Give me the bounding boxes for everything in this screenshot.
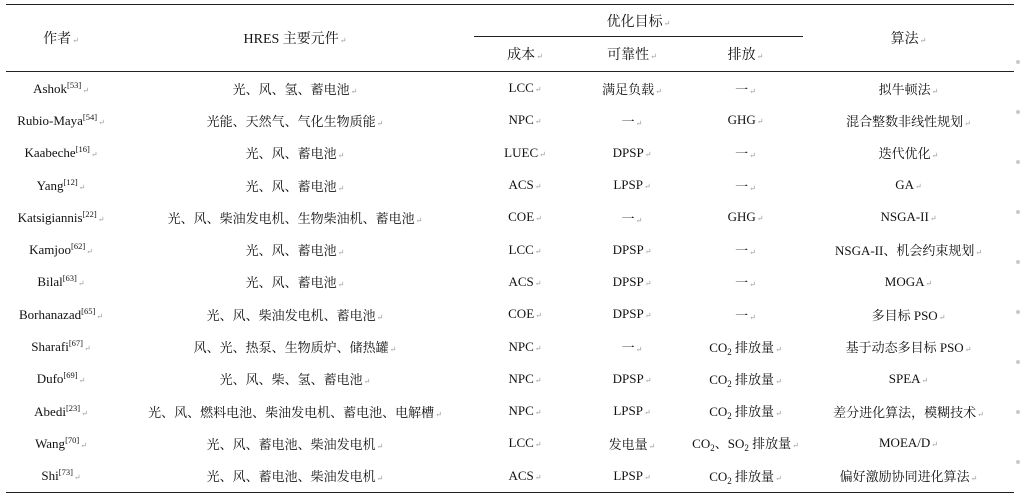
cell-reliability bbox=[576, 298, 688, 330]
algorithm-text: MOEA/D bbox=[879, 435, 931, 451]
paragraph-mark-icon: ↵ bbox=[931, 86, 939, 96]
table-row bbox=[6, 104, 1014, 136]
emission-text: 一 bbox=[735, 275, 749, 291]
components-text: 光、风、蓄电池 bbox=[245, 275, 337, 291]
paragraph-mark-icon: ↵ bbox=[644, 149, 652, 159]
paragraph-mark-icon: ↵ bbox=[534, 85, 542, 95]
emission-text: 一 bbox=[735, 178, 749, 194]
cell-emission bbox=[688, 104, 803, 136]
cell-cost bbox=[474, 169, 576, 201]
paragraph-mark-icon: ↵ bbox=[376, 474, 384, 484]
paragraph-mark-icon: ↵ bbox=[938, 312, 946, 322]
reliability-text: DPSP bbox=[612, 370, 644, 386]
paragraph-mark-icon: ↵ bbox=[775, 376, 782, 386]
paragraph-mark-icon: ↵ bbox=[72, 36, 79, 45]
table-row bbox=[6, 72, 1014, 105]
reliability-text: DPSP bbox=[612, 306, 644, 322]
page-edge-marks bbox=[1014, 0, 1024, 500]
cell-cost bbox=[474, 427, 576, 459]
emission-text: $CO_2$ 排放量 bbox=[709, 339, 775, 357]
paragraph-mark-icon: ↵ bbox=[337, 280, 345, 290]
citation-ref: [70] bbox=[65, 434, 80, 445]
paragraph-mark-icon: ↵ bbox=[644, 311, 652, 321]
paragraph-mark-icon: ↵ bbox=[635, 215, 643, 225]
cell-cost bbox=[474, 72, 576, 105]
paragraph-mark-icon: ↵ bbox=[663, 18, 671, 28]
cell-author: Rubio-Maya[54]↵ bbox=[17, 111, 105, 128]
cost-text: NPC bbox=[508, 403, 534, 419]
cost-text: NPC bbox=[508, 370, 534, 386]
edge-dot-icon bbox=[1016, 260, 1020, 264]
cell-algorithm bbox=[803, 266, 1014, 298]
paragraph-mark-icon: ↵ bbox=[643, 472, 651, 482]
cell-cost bbox=[474, 104, 576, 136]
emission-text: $CO_2$ 排放量 bbox=[709, 371, 775, 389]
reliability-text: 一 bbox=[621, 210, 635, 226]
paragraph-mark-icon: ↵ bbox=[775, 473, 782, 483]
cell-algorithm bbox=[803, 363, 1014, 395]
edge-dot-icon bbox=[1016, 60, 1020, 64]
table-row bbox=[6, 363, 1014, 395]
cell-components bbox=[116, 460, 474, 493]
cell-components bbox=[116, 427, 474, 459]
edge-dot-icon bbox=[1016, 410, 1020, 414]
cost-text: ACS bbox=[508, 177, 534, 193]
edge-dot-icon bbox=[1016, 110, 1020, 114]
paragraph-mark-icon: ↵ bbox=[376, 118, 384, 128]
paragraph-mark-icon: ↵ bbox=[756, 214, 764, 224]
paragraph-mark-icon: ↵ bbox=[337, 183, 345, 193]
paragraph-mark-icon: ↵ bbox=[749, 151, 756, 161]
paragraph-mark-icon: ↵ bbox=[536, 52, 543, 61]
citation-ref: [63] bbox=[62, 273, 77, 284]
paragraph-mark-icon: ↵ bbox=[539, 149, 546, 159]
paragraph-mark-icon: ↵ bbox=[643, 408, 651, 418]
table-row bbox=[6, 395, 1014, 427]
paragraph-mark-icon: ↵ bbox=[82, 85, 89, 95]
citation-ref: [23] bbox=[65, 402, 81, 413]
cell-components bbox=[116, 395, 474, 427]
paragraph-mark-icon: ↵ bbox=[643, 182, 651, 192]
cell-algorithm bbox=[803, 460, 1014, 493]
paragraph-mark-icon: ↵ bbox=[975, 248, 983, 258]
reliability-text: LPSP bbox=[613, 177, 643, 193]
cell-author: Katsigiannis[22]↵ bbox=[17, 208, 105, 225]
cost-text: NPC bbox=[508, 338, 534, 354]
paragraph-mark-icon: ↵ bbox=[775, 409, 782, 419]
paragraph-mark-icon: ↵ bbox=[919, 36, 927, 45]
components-text: 光、风、蓄电池 bbox=[245, 243, 337, 259]
paragraph-mark-icon: ↵ bbox=[921, 375, 929, 385]
citation-ref: [12] bbox=[63, 176, 78, 187]
paragraph-mark-icon: ↵ bbox=[749, 183, 756, 193]
components-text: 光、风、柴油发电机、蓄电池 bbox=[206, 307, 376, 323]
paragraph-mark-icon: ↵ bbox=[635, 118, 643, 128]
cell-reliability bbox=[576, 330, 688, 362]
paragraph-mark-icon: ↵ bbox=[534, 472, 542, 482]
emission-text: 一 bbox=[735, 243, 749, 259]
edge-dot-icon bbox=[1016, 460, 1020, 464]
cell-components bbox=[116, 266, 474, 298]
cell-algorithm bbox=[803, 72, 1014, 105]
algorithm-text: 混合整数非线性规划 bbox=[846, 113, 964, 129]
citation-ref: [22] bbox=[82, 208, 97, 219]
header-author: 作者↵ bbox=[6, 5, 116, 72]
cell-components bbox=[116, 169, 474, 201]
cell-emission bbox=[688, 137, 803, 169]
paragraph-mark-icon: ↵ bbox=[915, 182, 922, 192]
paragraph-mark-icon: ↵ bbox=[73, 473, 81, 483]
table-row bbox=[6, 233, 1014, 265]
paragraph-mark-icon: ↵ bbox=[534, 182, 542, 192]
cell-emission bbox=[688, 460, 803, 493]
algorithm-text: 拟牛顿法 bbox=[878, 81, 931, 97]
components-text: 风、光、热泵、生物质炉、储热罐 bbox=[193, 340, 389, 356]
paragraph-mark-icon: ↵ bbox=[80, 440, 87, 450]
header-cost: 成本↵ bbox=[507, 48, 543, 63]
paragraph-mark-icon: ↵ bbox=[81, 408, 88, 418]
algorithm-text: NSGA-II、机会约束规划 bbox=[834, 243, 975, 259]
cost-text: NPC bbox=[508, 112, 534, 128]
algorithm-text: 偏好激励协同进化算法 bbox=[839, 469, 970, 485]
cost-text: LUEC bbox=[504, 144, 539, 160]
reliability-text: 一 bbox=[621, 340, 635, 356]
paragraph-mark-icon: ↵ bbox=[77, 279, 85, 289]
cell-author: Borhanazad[65]↵ bbox=[19, 305, 103, 322]
emission-text: $CO_2$ 排放量 bbox=[709, 468, 775, 486]
cell-algorithm bbox=[803, 201, 1014, 233]
citation-ref: [73] bbox=[58, 467, 73, 478]
cell-author: Shi[73]↵ bbox=[6, 460, 116, 493]
cell-cost bbox=[474, 137, 576, 169]
emission-text: GHG bbox=[727, 112, 756, 128]
reliability-text: LPSP bbox=[613, 467, 643, 483]
paragraph-mark-icon: ↵ bbox=[756, 52, 764, 61]
cell-cost bbox=[474, 330, 576, 362]
cost-text: ACS bbox=[508, 273, 534, 289]
paragraph-mark-icon: ↵ bbox=[931, 151, 939, 161]
paragraph-mark-icon: ↵ bbox=[376, 312, 384, 322]
paragraph-mark-icon: ↵ bbox=[78, 376, 86, 386]
paragraph-mark-icon: ↵ bbox=[339, 36, 347, 45]
paragraph-mark-icon: ↵ bbox=[534, 408, 542, 418]
edge-dot-icon bbox=[1016, 310, 1020, 314]
table-row bbox=[6, 266, 1014, 298]
cell-components bbox=[116, 298, 474, 330]
algorithm-text: 基于动态多目标 PSO bbox=[845, 340, 964, 356]
paragraph-mark-icon: ↵ bbox=[792, 441, 799, 451]
paragraph-mark-icon: ↵ bbox=[363, 377, 371, 387]
paragraph-mark-icon: ↵ bbox=[90, 150, 98, 160]
algorithm-text: 多目标 PSO bbox=[871, 307, 938, 323]
table-row bbox=[6, 330, 1014, 362]
paragraph-mark-icon: ↵ bbox=[925, 278, 933, 288]
paragraph-mark-icon: ↵ bbox=[964, 118, 971, 128]
citation-ref: [54] bbox=[82, 111, 98, 122]
cell-algorithm bbox=[803, 395, 1014, 427]
cell-cost bbox=[474, 363, 576, 395]
paragraph-mark-icon: ↵ bbox=[749, 248, 756, 258]
cell-reliability bbox=[576, 427, 688, 459]
citation-ref: [67] bbox=[68, 338, 83, 349]
cell-emission bbox=[688, 201, 803, 233]
cell-reliability bbox=[576, 460, 688, 493]
components-text: 光、风、柴油发电机、生物柴油机、蓄电池 bbox=[167, 210, 415, 226]
paragraph-mark-icon: ↵ bbox=[749, 312, 756, 322]
paragraph-mark-icon: ↵ bbox=[929, 214, 937, 224]
emission-text: 一 bbox=[735, 81, 749, 97]
cell-cost bbox=[474, 233, 576, 265]
paragraph-mark-icon: ↵ bbox=[415, 215, 423, 225]
table-row bbox=[6, 427, 1014, 459]
paragraph-mark-icon: ↵ bbox=[964, 345, 972, 355]
header-algorithm: 算法↵ bbox=[803, 5, 1014, 72]
cell-reliability bbox=[576, 169, 688, 201]
cost-text: LCC bbox=[508, 80, 534, 96]
cell-algorithm bbox=[803, 233, 1014, 265]
cell-author: Bilal[63]↵ bbox=[37, 273, 85, 290]
cost-text: ACS bbox=[508, 467, 534, 483]
reliability-text: 一 bbox=[621, 113, 635, 129]
paragraph-mark-icon: ↵ bbox=[535, 214, 542, 224]
cell-author: Abedi[23]↵ bbox=[34, 402, 88, 419]
components-text: 光、风、氢、蓄电池 bbox=[232, 81, 350, 97]
cell-reliability bbox=[576, 233, 688, 265]
table-row bbox=[6, 298, 1014, 330]
paragraph-mark-icon: ↵ bbox=[86, 247, 93, 257]
cell-author: Dufo[69]↵ bbox=[36, 370, 86, 387]
paragraph-mark-icon: ↵ bbox=[775, 344, 782, 354]
paragraph-mark-icon: ↵ bbox=[931, 440, 938, 450]
paragraph-mark-icon: ↵ bbox=[650, 52, 657, 61]
table-row bbox=[6, 169, 1014, 201]
paragraph-mark-icon: ↵ bbox=[977, 409, 984, 419]
components-text: 光、风、蓄电池、柴油发电机 bbox=[206, 469, 376, 485]
citation-ref: [65] bbox=[81, 305, 96, 316]
algorithm-text: 差分进化算法，模糊技术 bbox=[833, 404, 977, 420]
cell-author: Kaabeche[16]↵ bbox=[24, 144, 98, 161]
cell-reliability bbox=[576, 104, 688, 136]
cell-algorithm bbox=[803, 169, 1014, 201]
paragraph-mark-icon: ↵ bbox=[635, 345, 643, 355]
table-row bbox=[6, 137, 1014, 169]
components-text: 光、风、蓄电池 bbox=[245, 178, 337, 194]
table-row bbox=[6, 201, 1014, 233]
paragraph-mark-icon: ↵ bbox=[644, 278, 652, 288]
cell-cost bbox=[474, 460, 576, 493]
cell-author: Ashok[53]↵ bbox=[6, 72, 116, 105]
table-body bbox=[6, 72, 1014, 493]
cell-components bbox=[116, 233, 474, 265]
cost-text: COE bbox=[508, 306, 535, 322]
cell-emission bbox=[688, 363, 803, 395]
paragraph-mark-icon: ↵ bbox=[535, 311, 542, 321]
algorithm-text: SPEA bbox=[888, 370, 921, 386]
components-text: 光、风、蓄电池、柴油发电机 bbox=[206, 436, 376, 452]
edge-dot-icon bbox=[1016, 160, 1020, 164]
cell-algorithm bbox=[803, 298, 1014, 330]
paragraph-mark-icon: ↵ bbox=[644, 246, 652, 256]
emission-text: 一 bbox=[735, 307, 749, 323]
cell-author: Kamjoo[62]↵ bbox=[29, 241, 93, 258]
cell-emission bbox=[688, 169, 803, 201]
cell-emission bbox=[688, 330, 803, 362]
cost-text: LCC bbox=[508, 241, 534, 257]
paragraph-mark-icon: ↵ bbox=[534, 440, 542, 450]
cell-components bbox=[116, 104, 474, 136]
cell-reliability bbox=[576, 137, 688, 169]
paragraph-mark-icon: ↵ bbox=[534, 246, 542, 256]
header-components: HRES 主要元件↵ bbox=[116, 5, 474, 72]
paragraph-mark-icon: ↵ bbox=[970, 474, 978, 484]
algorithm-text: MOGA bbox=[884, 273, 925, 289]
paragraph-mark-icon: ↵ bbox=[534, 278, 542, 288]
cell-author: Yang[12]↵ bbox=[36, 176, 86, 193]
table-row bbox=[6, 460, 1014, 493]
reliability-text: LPSP bbox=[613, 403, 643, 419]
reliability-text: DPSP bbox=[612, 273, 644, 289]
paragraph-mark-icon: ↵ bbox=[534, 375, 542, 385]
cell-emission bbox=[688, 266, 803, 298]
emission-text: 一 bbox=[735, 146, 749, 162]
reliability-text: DPSP bbox=[612, 144, 644, 160]
algorithm-text: NSGA-II bbox=[880, 209, 929, 225]
cell-components bbox=[116, 72, 474, 105]
paragraph-mark-icon: ↵ bbox=[644, 375, 652, 385]
cost-text: COE bbox=[508, 209, 535, 225]
components-text: 光、风、燃料电池、柴油发电机、蓄电池、电解槽 bbox=[148, 404, 435, 420]
components-text: 光、风、柴、氢、蓄电池 bbox=[219, 372, 363, 388]
paragraph-mark-icon: ↵ bbox=[96, 311, 103, 321]
paragraph-mark-icon: ↵ bbox=[337, 248, 345, 258]
emission-text: GHG bbox=[727, 209, 756, 225]
cell-emission bbox=[688, 298, 803, 330]
paragraph-mark-icon: ↵ bbox=[376, 441, 384, 451]
emission-text: $CO_2$ 排放量 bbox=[709, 404, 775, 422]
cell-components bbox=[116, 330, 474, 362]
paragraph-mark-icon: ↵ bbox=[435, 409, 442, 419]
reliability-text: 满足负载 bbox=[602, 81, 655, 97]
algorithm-text: 迭代优化 bbox=[878, 146, 931, 162]
citation-ref: [53] bbox=[67, 79, 82, 90]
cell-author: Wang[70]↵ bbox=[35, 434, 87, 451]
reliability-text: DPSP bbox=[612, 241, 644, 257]
paragraph-mark-icon: ↵ bbox=[749, 280, 756, 290]
citation-ref: [16] bbox=[75, 144, 90, 155]
cell-reliability bbox=[576, 363, 688, 395]
cell-algorithm bbox=[803, 104, 1014, 136]
paragraph-mark-icon: ↵ bbox=[534, 117, 542, 127]
cell-cost bbox=[474, 395, 576, 427]
cost-text: LCC bbox=[508, 435, 534, 451]
paragraph-mark-icon: ↵ bbox=[756, 117, 764, 127]
cell-emission bbox=[688, 427, 803, 459]
cell-algorithm bbox=[803, 137, 1014, 169]
cell-author: Sharafi[67]↵ bbox=[31, 338, 91, 355]
cell-algorithm bbox=[803, 330, 1014, 362]
cell-components bbox=[116, 363, 474, 395]
comparison-table bbox=[6, 4, 1014, 493]
cell-components bbox=[116, 137, 474, 169]
paragraph-mark-icon: ↵ bbox=[78, 182, 86, 192]
components-text: 光、风、蓄电池 bbox=[245, 146, 337, 162]
cell-reliability bbox=[576, 72, 688, 105]
citation-ref: [62] bbox=[71, 241, 86, 252]
paragraph-mark-icon: ↵ bbox=[84, 344, 91, 354]
cell-cost bbox=[474, 266, 576, 298]
paragraph-mark-icon: ↵ bbox=[97, 214, 105, 224]
paragraph-mark-icon: ↵ bbox=[534, 343, 542, 353]
paragraph-mark-icon: ↵ bbox=[337, 151, 345, 161]
citation-ref: [69] bbox=[63, 370, 78, 381]
cell-reliability bbox=[576, 266, 688, 298]
cell-emission bbox=[688, 395, 803, 427]
cell-emission bbox=[688, 233, 803, 265]
paragraph-mark-icon: ↵ bbox=[648, 441, 656, 451]
edge-dot-icon bbox=[1016, 210, 1020, 214]
header-reliability: 可靠性↵ bbox=[607, 48, 657, 63]
cell-cost bbox=[474, 298, 576, 330]
paragraph-mark-icon: ↵ bbox=[749, 86, 756, 96]
cell-algorithm bbox=[803, 427, 1014, 459]
header-row-top bbox=[6, 5, 1014, 37]
components-text: 光能、天然气、气化生物质能 bbox=[206, 113, 376, 129]
header-emission: 排放↵ bbox=[727, 48, 764, 63]
paragraph-mark-icon: ↵ bbox=[350, 86, 358, 96]
cell-components bbox=[116, 201, 474, 233]
edge-dot-icon bbox=[1016, 360, 1020, 364]
cell-emission bbox=[688, 72, 803, 105]
paragraph-mark-icon: ↵ bbox=[98, 117, 105, 127]
cell-reliability bbox=[576, 395, 688, 427]
paragraph-mark-icon: ↵ bbox=[389, 345, 397, 355]
reliability-text: 发电量 bbox=[608, 436, 648, 452]
algorithm-text: GA bbox=[895, 177, 915, 193]
paragraph-mark-icon: ↵ bbox=[655, 86, 662, 96]
header-goals: 优化目标↵ bbox=[474, 5, 803, 37]
cell-reliability bbox=[576, 201, 688, 233]
cell-cost bbox=[474, 201, 576, 233]
emission-text: $CO_2$、$SO_2$ 排放量 bbox=[692, 436, 792, 454]
